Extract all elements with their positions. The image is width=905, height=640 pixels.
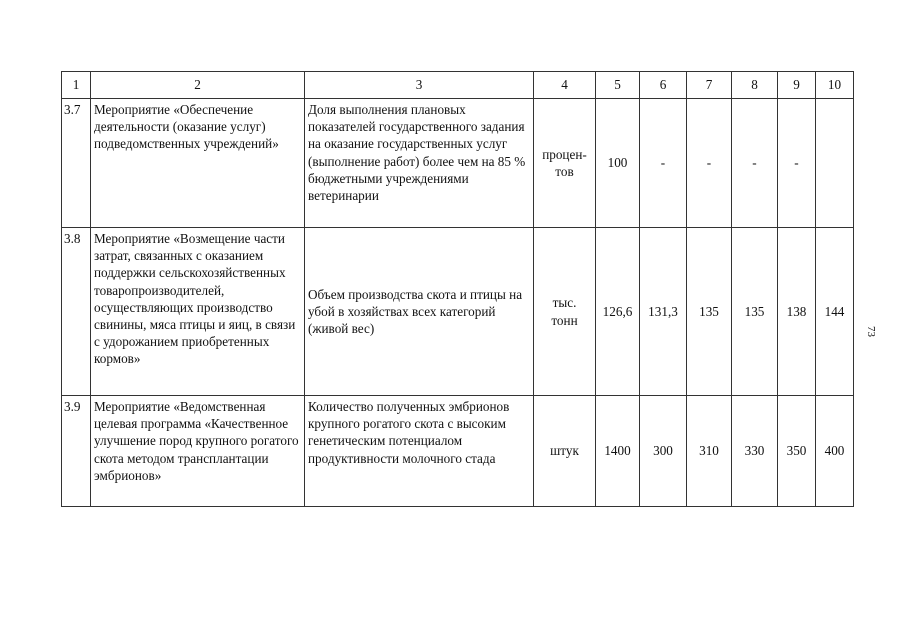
row-number: 3.7: [62, 99, 91, 228]
value-cell: 126,6: [596, 228, 640, 396]
value-cell: 330: [732, 396, 778, 507]
header-cell: 1: [62, 72, 91, 99]
measure-name: Мероприятие «Обеспечение деятельности (оказание услуг) подведомственных учреждений»: [91, 99, 305, 228]
value-cell: 310: [687, 396, 732, 507]
header-cell: 5: [596, 72, 640, 99]
value-cell: 135: [732, 228, 778, 396]
unit-line: тов: [555, 164, 574, 179]
value-cell: 1400: [596, 396, 640, 507]
value-cell: 135: [687, 228, 732, 396]
header-cell: 9: [778, 72, 816, 99]
indicator-name: Объем производства скота и птицы на убой в хозяйствах всех категорий (живой вес): [305, 228, 534, 396]
header-cell: 10: [816, 72, 854, 99]
value-cell: -: [732, 99, 778, 228]
row-number: 3.9: [62, 396, 91, 507]
unit-line: тонн: [551, 312, 578, 328]
value-cell: 350: [778, 396, 816, 507]
measure-name: Мероприятие «Возмещение части затрат, связанных с оказанием поддержки сельскохозяйственных товаропроизводителей, осуществляющих производство свинины, мяса птицы и яиц, в связи с удорожанием приобретенных кормов»: [91, 228, 305, 396]
unit-cell: [534, 228, 596, 396]
header-cell: 2: [91, 72, 305, 99]
value-cell: [816, 99, 854, 228]
indicator-name: Доля выполнения плановых показателей государственного задания на оказание государственных услуг (выполнение работ) более чем на 85 % бюджетными учреждениями ветеринарии: [305, 99, 534, 228]
measure-name: Мероприятие «Ведомственная целевая программа «Качественное улучшение пород крупного рогатого скота методом трансплантации эмбрионов»: [91, 396, 305, 507]
value-cell: -: [687, 99, 732, 228]
value-cell: -: [640, 99, 687, 228]
header-cell: 4: [534, 72, 596, 99]
header-cell: 6: [640, 72, 687, 99]
unit-line: тыс.: [552, 295, 577, 311]
value-cell: 300: [640, 396, 687, 507]
header-cell: 3: [305, 72, 534, 99]
unit-cell: [534, 396, 596, 507]
page-number: 73: [865, 326, 877, 337]
header-row: [62, 72, 854, 99]
unit-line: штук: [550, 443, 579, 459]
header-cell: 7: [687, 72, 732, 99]
table-row: [62, 99, 854, 228]
value-cell: 131,3: [640, 228, 687, 396]
value-cell: 400: [816, 396, 854, 507]
header-cell: 8: [732, 72, 778, 99]
value-cell: -: [778, 99, 816, 228]
unit-line: процен-: [542, 146, 587, 162]
table-row: [62, 228, 854, 396]
table-row: [62, 396, 854, 507]
program-indicators-table: [61, 71, 854, 507]
value-cell: 138: [778, 228, 816, 396]
value-cell: 100: [596, 99, 640, 228]
value-cell: 144: [816, 228, 854, 396]
indicator-name: Количество полученных эмбрионов крупного рогатого скота с высоким генетическим потенциалом продуктивности молочного стада: [305, 396, 534, 507]
unit-cell: [534, 99, 596, 228]
row-number: 3.8: [62, 228, 91, 396]
